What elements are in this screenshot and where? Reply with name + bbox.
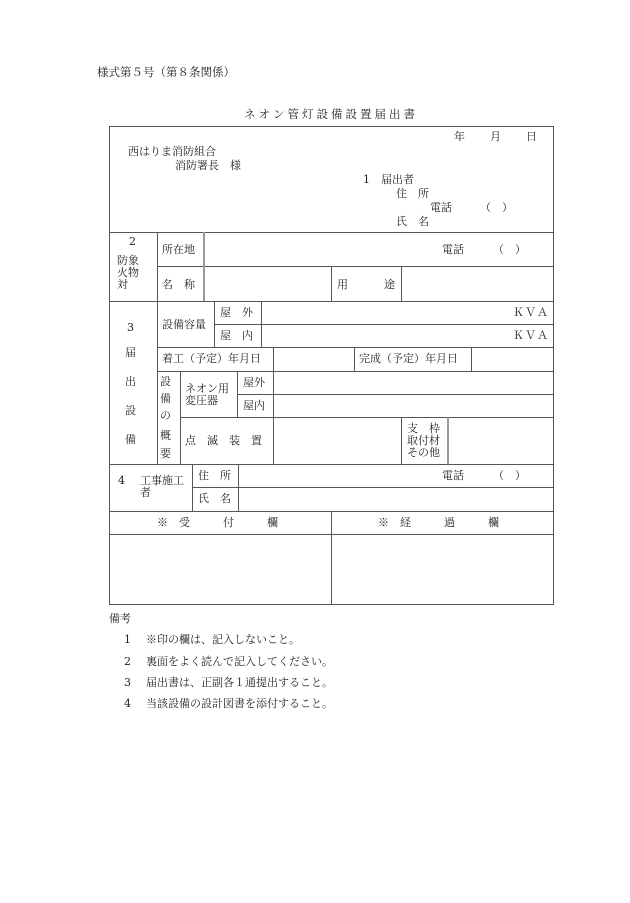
transformer-outdoor-input[interactable] bbox=[275, 373, 552, 393]
divider bbox=[192, 487, 554, 488]
applicant-phone-label: 電話 bbox=[430, 201, 452, 214]
capacity-indoor-label: 屋 内 bbox=[220, 329, 253, 342]
note-4-number: 4 bbox=[124, 697, 131, 710]
divider bbox=[157, 232, 158, 464]
divider bbox=[237, 371, 238, 417]
divider bbox=[192, 464, 193, 511]
transformer-indoor-input[interactable] bbox=[275, 396, 552, 416]
facility-name-label: 名 称 bbox=[162, 278, 195, 291]
contractor-address-input[interactable] bbox=[240, 466, 435, 486]
location-label: 所在地 bbox=[162, 243, 195, 256]
addressee-title: 消防署長 様 bbox=[175, 159, 241, 172]
flasher-label: 点 滅 装 置 bbox=[185, 434, 262, 447]
unit-indoor: ＫＶＡ bbox=[513, 329, 549, 342]
complete-date-label: 完成（予定）年月日 bbox=[359, 352, 458, 365]
divider bbox=[214, 301, 215, 347]
contractor-name-label: 氏 名 bbox=[198, 492, 231, 505]
section3-char4: 備 bbox=[125, 433, 136, 446]
progress-label: ※ 経 過 欄 bbox=[378, 516, 499, 529]
overview-char4: 概 bbox=[160, 429, 171, 442]
divider bbox=[157, 371, 554, 372]
note-2-number: 2 bbox=[124, 655, 131, 668]
section4-label-line2: 者 bbox=[140, 486, 151, 499]
divider bbox=[214, 324, 554, 325]
support-input[interactable] bbox=[450, 419, 552, 463]
transformer-indoor-label: 屋内 bbox=[243, 399, 265, 412]
divider bbox=[238, 464, 239, 511]
divider bbox=[273, 347, 274, 371]
applicant-label: 1 届出者 bbox=[363, 173, 414, 186]
applicant-phone-parens: （ ） bbox=[480, 201, 513, 214]
applicant-name-label: 氏 名 bbox=[396, 215, 429, 228]
divider bbox=[471, 347, 472, 371]
form-number: 様式第５号（第８条関係） bbox=[97, 65, 235, 79]
note-1-text: ※印の欄は、記入しないこと。 bbox=[146, 633, 300, 646]
reception-area bbox=[111, 536, 330, 603]
applicant-address-label: 住 所 bbox=[396, 187, 429, 200]
contractor-name-input[interactable] bbox=[240, 489, 552, 509]
note-1-number: 1 bbox=[124, 633, 131, 646]
section3-number: 3 bbox=[127, 321, 134, 334]
note-2-text: 裏面をよく読んで記入してください。 bbox=[146, 655, 333, 668]
start-date-input[interactable] bbox=[275, 349, 353, 369]
use-input[interactable] bbox=[403, 268, 552, 300]
divider bbox=[447, 417, 449, 464]
reception-label: ※ 受 付 欄 bbox=[157, 516, 278, 529]
section4-label-line1: 工事施工 bbox=[140, 474, 184, 487]
form-title: ネオン管灯設備設置届出書 bbox=[244, 107, 418, 121]
location-input[interactable] bbox=[206, 234, 436, 264]
date-year: 年 bbox=[454, 130, 465, 143]
transformer-label-line1: ネオン用 bbox=[185, 382, 229, 395]
divider bbox=[237, 394, 554, 395]
capacity-indoor-input[interactable] bbox=[263, 326, 508, 346]
start-date-label: 着工（予定）年月日 bbox=[162, 352, 261, 365]
divider bbox=[331, 511, 332, 605]
progress-area bbox=[333, 536, 552, 603]
note-3-number: 3 bbox=[124, 676, 131, 689]
date-day: 日 bbox=[526, 130, 537, 143]
overview-char3: の bbox=[160, 409, 171, 422]
use-label-1: 用 bbox=[337, 278, 348, 291]
divider bbox=[180, 417, 554, 418]
divider bbox=[180, 371, 181, 464]
support-label-line1: 支 枠 bbox=[407, 422, 440, 435]
divider bbox=[157, 347, 554, 348]
capacity-outdoor-input[interactable] bbox=[263, 303, 508, 323]
section3-char2: 出 bbox=[125, 375, 136, 388]
section2-label-line1: 防象 bbox=[117, 254, 139, 267]
facility-name-input[interactable] bbox=[206, 268, 330, 300]
notes-heading: 備考 bbox=[109, 612, 131, 625]
divider bbox=[354, 347, 355, 371]
divider bbox=[261, 301, 262, 347]
contractor-phone-label: 電話 bbox=[442, 469, 464, 482]
note-4-text: 当該設備の設計図書を添付すること。 bbox=[146, 697, 333, 710]
section2-label-line2: 火物 bbox=[117, 266, 139, 279]
divider bbox=[203, 232, 205, 301]
transformer-label-line2: 変圧器 bbox=[185, 394, 218, 407]
capacity-outdoor-label: 屋 外 bbox=[220, 306, 253, 319]
section2-number: 2 bbox=[129, 235, 136, 248]
divider bbox=[401, 417, 402, 464]
section3-char3: 設 bbox=[125, 404, 136, 417]
overview-char5: 要 bbox=[160, 447, 171, 460]
complete-date-input[interactable] bbox=[473, 349, 552, 369]
unit-outdoor: ＫＶＡ bbox=[513, 306, 549, 319]
contractor-address-label: 住 所 bbox=[198, 469, 231, 482]
section3-char1: 届 bbox=[125, 346, 136, 359]
support-label-line3: その他 bbox=[407, 446, 440, 459]
section4-number: 4 bbox=[118, 474, 125, 487]
divider bbox=[401, 266, 402, 301]
addressee-org: 西はりま消防組合 bbox=[128, 145, 216, 158]
section2-label-line3: 対 bbox=[117, 278, 128, 291]
divider bbox=[109, 464, 554, 465]
flasher-input[interactable] bbox=[275, 419, 400, 463]
use-label-2: 途 bbox=[384, 278, 395, 291]
overview-char1: 設 bbox=[160, 375, 171, 388]
transformer-outdoor-label: 屋外 bbox=[243, 376, 265, 389]
support-label-line2: 取付材 bbox=[407, 434, 440, 447]
note-3-text: 届出書は、正副各１通提出すること。 bbox=[146, 676, 333, 689]
divider bbox=[109, 232, 554, 233]
location-phone-label: 電話 bbox=[442, 243, 464, 256]
contractor-phone-parens: （ ） bbox=[493, 469, 526, 482]
date-month: 月 bbox=[490, 130, 501, 143]
location-phone-parens: （ ） bbox=[493, 243, 526, 256]
divider bbox=[273, 371, 274, 464]
overview-char2: 備 bbox=[160, 392, 171, 405]
capacity-label: 設備容量 bbox=[162, 318, 206, 331]
divider bbox=[331, 266, 332, 301]
divider bbox=[109, 301, 554, 302]
divider bbox=[157, 266, 554, 267]
